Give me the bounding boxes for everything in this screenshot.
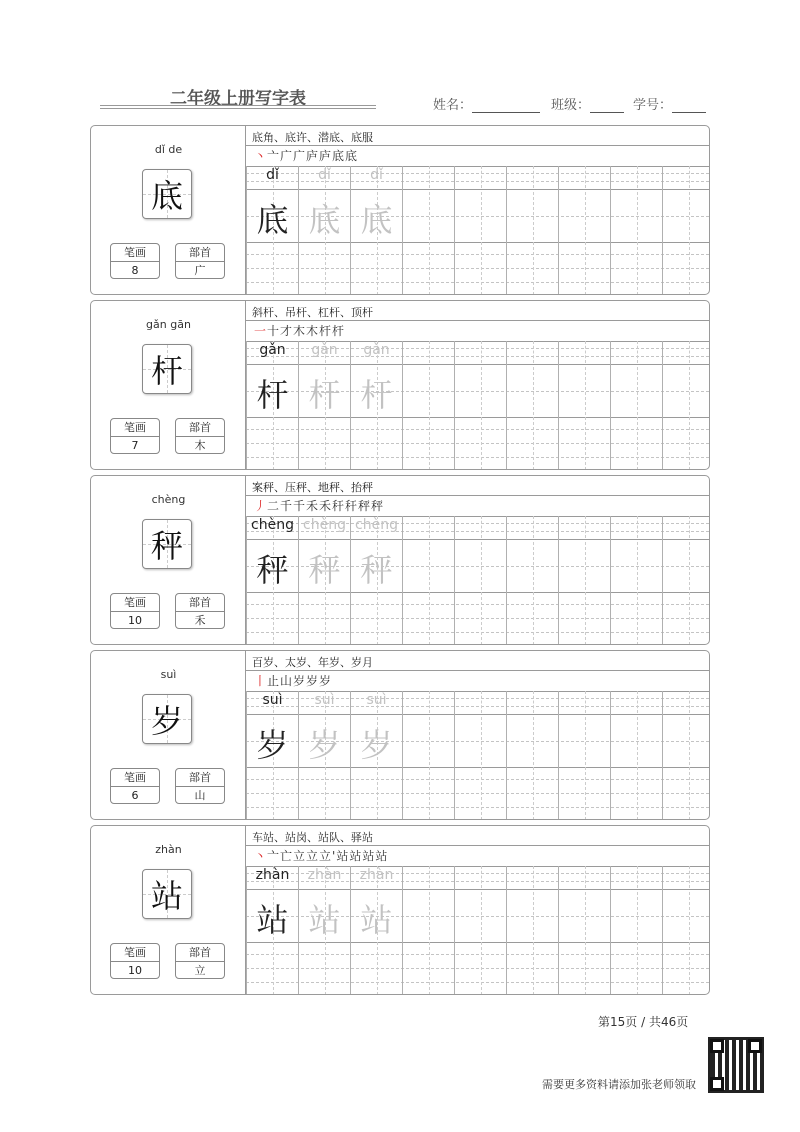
practice-pinyin: zhàn	[307, 867, 342, 883]
practice-pinyin: zhàn	[359, 867, 394, 883]
class-blank[interactable]	[590, 100, 624, 113]
radical-value: 禾	[194, 614, 206, 627]
card-practice-column	[246, 476, 709, 644]
radical-box	[175, 943, 225, 979]
title-underline-second	[100, 108, 376, 109]
class-field[interactable]	[551, 94, 624, 113]
practice-char: 秤	[308, 551, 341, 589]
practice-cell[interactable]	[454, 691, 506, 820]
practice-cell[interactable]	[506, 691, 558, 820]
practice-char: 岁	[308, 726, 341, 764]
card-info-column	[91, 301, 246, 469]
stroke-count-box	[110, 768, 160, 804]
practice-pinyin: dǐ	[370, 167, 383, 183]
practice-char: 杆	[308, 376, 341, 414]
card-practice-column	[246, 826, 709, 994]
char-pinyin: chèng	[151, 493, 186, 506]
practice-cell[interactable]	[506, 866, 558, 995]
stroke-count: 10	[128, 614, 142, 627]
practice-pinyin: chèng	[355, 517, 398, 533]
practice-char: 岁	[360, 726, 393, 764]
radical-label: 部首	[176, 244, 224, 262]
char-display-box	[142, 869, 192, 919]
stroke-first: 丨	[254, 674, 268, 688]
stroke-count: 8	[131, 264, 139, 277]
practice-pinyin: dǐ	[318, 167, 331, 183]
char-display: 站	[150, 877, 183, 915]
practice-cell[interactable]	[298, 516, 350, 645]
char-pinyin: suì	[160, 668, 177, 681]
page-number: 第15页 / 共46页	[598, 1015, 689, 1029]
name-label: 姓名：	[433, 98, 473, 113]
practice-cell[interactable]	[402, 866, 454, 995]
practice-cell[interactable]	[558, 516, 610, 645]
radical-label: 部首	[176, 944, 224, 962]
practice-pinyin: suì	[314, 692, 335, 708]
stroke-order	[254, 672, 332, 689]
char-pinyin: zhàn	[155, 843, 182, 856]
practice-pinyin: dǐ	[266, 167, 279, 183]
card-practice-column	[246, 301, 709, 469]
card-info-column	[91, 476, 246, 644]
example-words: 底角、底许、潜底、底服	[252, 131, 373, 144]
practice-pinyin: suì	[366, 692, 387, 708]
card-practice-column	[246, 651, 709, 819]
practice-cell[interactable]	[298, 166, 350, 295]
char-display: 底	[150, 177, 183, 215]
practice-cell[interactable]	[662, 166, 710, 295]
stroke-label: 笔画	[111, 244, 159, 262]
stroke-order	[254, 847, 388, 864]
stroke-count: 10	[128, 964, 142, 977]
stroke-sequence: 亠广广庐庐底底	[267, 149, 359, 163]
character-card	[90, 475, 710, 645]
practice-pinyin: zhàn	[255, 867, 290, 883]
number-label: 学号：	[633, 98, 673, 113]
practice-cell[interactable]	[350, 516, 402, 645]
practice-char: 站	[360, 901, 393, 939]
stroke-sequence: 亠亡立立立'站站站站	[267, 849, 389, 863]
radical-box	[175, 593, 225, 629]
practice-cell[interactable]	[558, 866, 610, 995]
practice-cell[interactable]	[350, 166, 402, 295]
stroke-label: 笔画	[111, 594, 159, 612]
practice-cell[interactable]	[350, 341, 402, 470]
card-practice-column	[246, 126, 709, 294]
practice-cell[interactable]	[558, 691, 610, 820]
title-underline	[100, 105, 376, 106]
radical-value: 木	[194, 439, 206, 452]
stroke-sequence: 二千千禾禾秆秆秤秤	[267, 499, 385, 513]
radical-label: 部首	[176, 419, 224, 437]
stroke-label: 笔画	[111, 419, 159, 437]
char-display-box	[142, 344, 192, 394]
stroke-sequence: 十才木木杆杆	[267, 324, 346, 338]
radical-box	[175, 768, 225, 804]
practice-cell[interactable]	[298, 866, 350, 995]
example-words: 百岁、太岁、年岁、岁月	[252, 656, 373, 669]
practice-cell[interactable]	[506, 516, 558, 645]
practice-pinyin: gǎn	[363, 342, 390, 358]
practice-cell[interactable]	[246, 691, 298, 820]
radical-box	[175, 243, 225, 279]
char-display: 秤	[150, 527, 183, 565]
number-field[interactable]	[633, 94, 706, 113]
practice-cell[interactable]	[454, 516, 506, 645]
stroke-count-box	[110, 243, 160, 279]
practice-cell[interactable]	[610, 691, 662, 820]
stroke-label: 笔画	[111, 769, 159, 787]
radical-value: 山	[194, 789, 206, 802]
example-words: 车站、站岗、站队、驿站	[252, 831, 373, 844]
stroke-label: 笔画	[111, 944, 159, 962]
practice-char: 底	[256, 201, 289, 239]
stroke-first: 一	[254, 324, 268, 338]
stroke-first: 丶	[254, 849, 268, 863]
stroke-order	[254, 147, 358, 164]
stroke-first: 丿	[254, 499, 268, 513]
practice-char: 底	[308, 201, 341, 239]
class-label: 班级：	[551, 98, 591, 113]
practice-char: 岁	[256, 726, 289, 764]
stroke-count-box	[110, 943, 160, 979]
practice-cell[interactable]	[298, 341, 350, 470]
practice-pinyin: chèng	[251, 517, 294, 533]
character-card	[90, 825, 710, 995]
practice-char: 底	[360, 201, 393, 239]
card-info-column	[91, 651, 246, 819]
char-pinyin: dǐ de	[154, 143, 183, 156]
practice-cell[interactable]	[610, 166, 662, 295]
stroke-count-box	[110, 593, 160, 629]
promo-text: 需要更多资料请添加张老师领取	[542, 1078, 696, 1091]
practice-cell[interactable]	[402, 516, 454, 645]
number-blank[interactable]	[672, 100, 706, 113]
radical-value: 立	[194, 964, 206, 977]
radical-label: 部首	[176, 769, 224, 787]
practice-cell[interactable]	[610, 866, 662, 995]
worksheet-title: 二年级上册写字表	[170, 89, 306, 109]
practice-cell[interactable]	[402, 341, 454, 470]
practice-cell[interactable]	[610, 516, 662, 645]
practice-cell[interactable]	[454, 166, 506, 295]
char-display: 杆	[150, 352, 183, 390]
char-display-box	[142, 694, 192, 744]
practice-cell[interactable]	[506, 341, 558, 470]
qr-code-icon[interactable]	[708, 1037, 764, 1093]
character-card	[90, 300, 710, 470]
stroke-order	[254, 497, 384, 514]
character-card	[90, 125, 710, 295]
card-info-column	[91, 126, 246, 294]
practice-cell[interactable]	[558, 166, 610, 295]
char-display: 岁	[150, 702, 183, 740]
radical-label: 部首	[176, 594, 224, 612]
practice-cell[interactable]	[246, 866, 298, 995]
practice-cell[interactable]	[246, 516, 298, 645]
practice-cell[interactable]	[246, 166, 298, 295]
practice-cell[interactable]	[350, 866, 402, 995]
stroke-count: 7	[131, 439, 139, 452]
practice-char: 杆	[256, 376, 289, 414]
practice-pinyin: suì	[262, 692, 283, 708]
radical-value: 广	[194, 264, 206, 277]
stroke-order	[254, 322, 345, 339]
stroke-first: 丶	[254, 149, 268, 163]
name-field[interactable]	[433, 94, 540, 113]
practice-char: 秤	[256, 551, 289, 589]
stroke-count-box	[110, 418, 160, 454]
practice-cell[interactable]	[506, 166, 558, 295]
practice-cell[interactable]	[246, 341, 298, 470]
practice-cell[interactable]	[454, 866, 506, 995]
practice-cell[interactable]	[662, 516, 710, 645]
practice-cell[interactable]	[558, 341, 610, 470]
stroke-count: 6	[131, 789, 139, 802]
practice-char: 站	[308, 901, 341, 939]
example-words: 斜杆、吊杆、杠杆、顶杆	[252, 306, 373, 319]
example-words: 案秤、压秤、地秤、抬秤	[252, 481, 373, 494]
char-display-box	[142, 519, 192, 569]
practice-cell[interactable]	[610, 341, 662, 470]
practice-cell[interactable]	[662, 341, 710, 470]
radical-box	[175, 418, 225, 454]
practice-cell[interactable]	[662, 691, 710, 820]
practice-char: 杆	[360, 376, 393, 414]
practice-char: 秤	[360, 551, 393, 589]
practice-pinyin: gǎn	[259, 342, 286, 358]
practice-pinyin: chèng	[303, 517, 346, 533]
practice-cell[interactable]	[298, 691, 350, 820]
char-display-box	[142, 169, 192, 219]
char-pinyin: gǎn gān	[146, 318, 191, 331]
practice-cell[interactable]	[662, 866, 710, 995]
practice-pinyin: gǎn	[311, 342, 338, 358]
practice-cell[interactable]	[454, 341, 506, 470]
practice-cell[interactable]	[402, 166, 454, 295]
practice-cell[interactable]	[350, 691, 402, 820]
card-info-column	[91, 826, 246, 994]
name-blank[interactable]	[472, 100, 540, 113]
character-card	[90, 650, 710, 820]
practice-cell[interactable]	[402, 691, 454, 820]
practice-char: 站	[256, 901, 289, 939]
stroke-sequence: 止山岁岁岁	[267, 674, 333, 688]
